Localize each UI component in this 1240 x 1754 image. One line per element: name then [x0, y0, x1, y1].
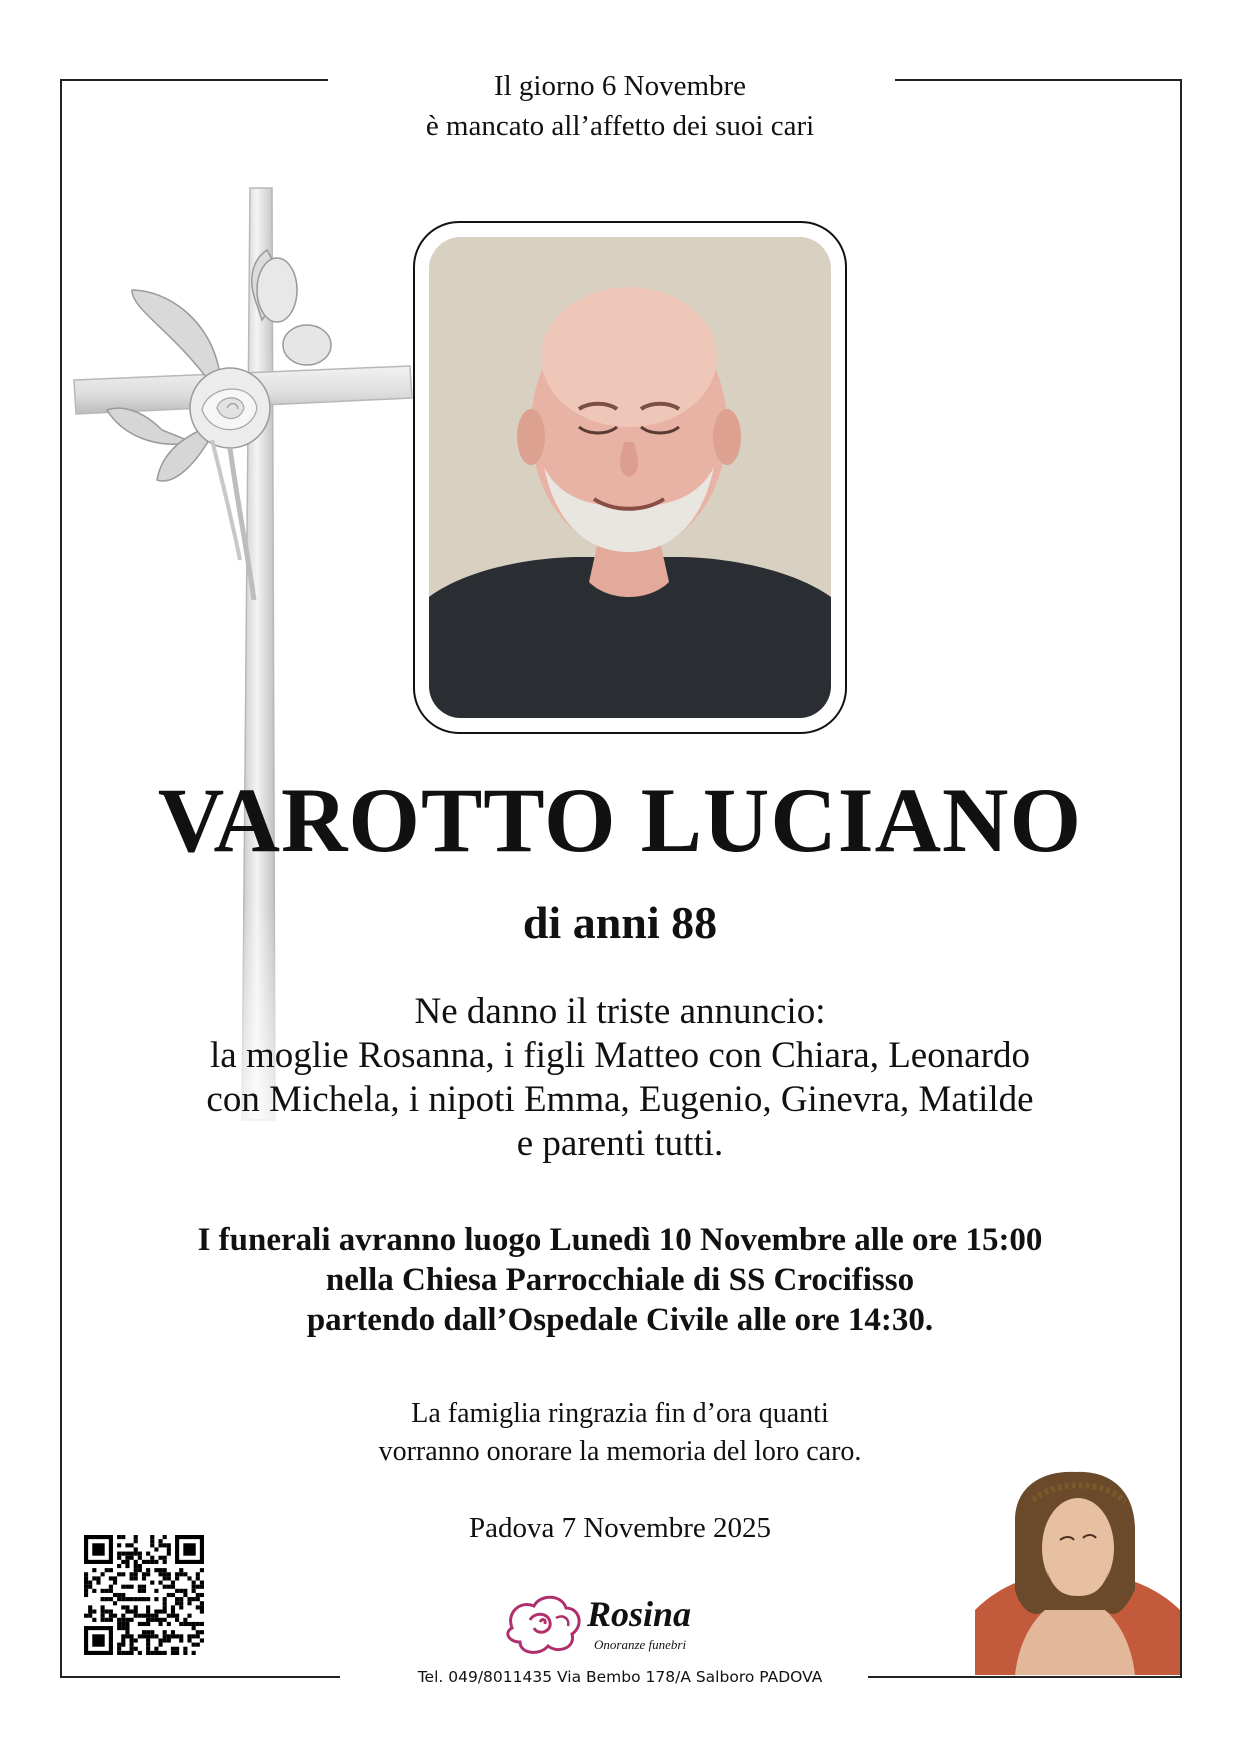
jesus-crown-of-thorns-image [975, 1460, 1180, 1675]
announcement-line-1: Ne danno il triste annuncio: [414, 991, 826, 1032]
thanks-line-2: vorranno onorare la memoria del loro caro. [378, 1436, 862, 1467]
thanks-line-1: La famiglia ringrazia fin d’ora quanti [411, 1398, 829, 1429]
announcement-line-4: e parenti tutti. [516, 1123, 724, 1164]
announcement-line-3: con Michela, i nipoti Emma, Eugenio, Ginevra, Matilde [206, 1079, 1034, 1120]
intro-line-1: Il giorno 6 Novembre [493, 70, 747, 102]
qr-code[interactable] [84, 1535, 204, 1655]
funeral-line-3: partendo dall’Ospedale Civile alle ore 14:30. [306, 1302, 934, 1338]
rosina-logo-icon [500, 1588, 586, 1658]
portrait-frame [413, 221, 847, 734]
intro-line-2: è mancato all’affetto dei suoi cari [425, 110, 815, 142]
portrait-photo [429, 237, 831, 718]
funeral-line-1: I funerali avranno luogo Lunedì 10 Novembre alle ore 15:00 [197, 1222, 1043, 1258]
brand-subtitle: Onoranze funebri [594, 1637, 687, 1652]
brand-name: Rosina [587, 1594, 692, 1634]
announcement-text [120, 990, 1120, 1166]
funeral-line-2: nella Chiesa Parrocchiale di SS Crocifisso [325, 1262, 915, 1298]
intro-text [0, 66, 1240, 146]
deceased-name: VAROTTO LUCIANO [157, 769, 1083, 871]
place-date: Padova 7 Novembre 2025 [468, 1512, 772, 1544]
footer-contact: Tel. 049/8011435 Via Bembo 178/A Salboro PADOVA [417, 1668, 823, 1686]
announcement-line-2: la moglie Rosanna, i figli Matteo con Chiara, Leonardo [210, 1035, 1030, 1076]
deceased-age: di anni 88 [522, 897, 718, 948]
funeral-info [60, 1220, 1180, 1340]
